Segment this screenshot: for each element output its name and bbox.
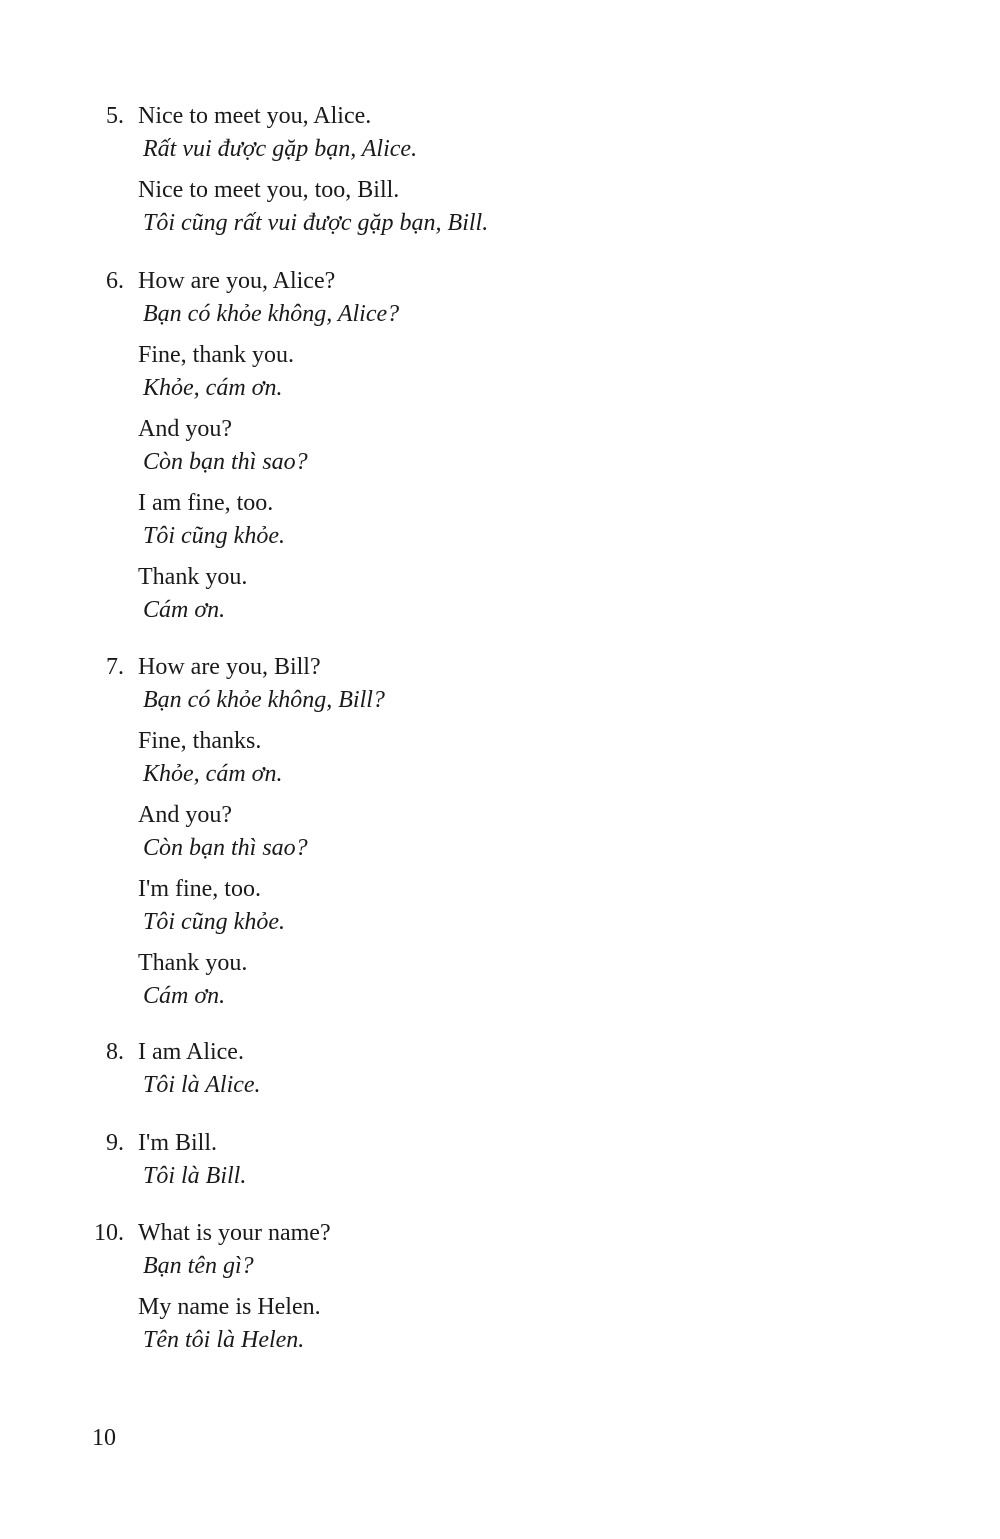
phrase-pair — [138, 725, 838, 791]
vietnamese-translation: Cám ơn. — [143, 983, 226, 1009]
vietnamese-translation: Tôi cũng khỏe. — [143, 909, 285, 935]
vietnamese-translation: Tôi là Bill. — [143, 1163, 247, 1189]
vietnamese-translation: Tên tôi là Helen. — [143, 1327, 305, 1353]
phrase-pair — [138, 100, 838, 166]
phrase-pair — [138, 651, 838, 717]
english-phrase: How are you, Alice? — [138, 268, 336, 294]
english-phrase: I'm Bill. — [138, 1130, 217, 1156]
vietnamese-translation: Bạn tên gì? — [143, 1253, 254, 1279]
vietnamese-translation: Còn bạn thì sao? — [143, 835, 308, 861]
english-phrase: Fine, thank you. — [138, 342, 294, 368]
english-phrase: Fine, thanks. — [138, 728, 262, 754]
english-phrase: And you? — [138, 802, 232, 828]
phrase-pair — [138, 1217, 838, 1283]
item-number: 7. — [106, 654, 124, 680]
phrase-pair — [138, 561, 838, 627]
item-number: 9. — [106, 1130, 124, 1156]
page-number: 10 — [92, 1425, 116, 1451]
vietnamese-translation: Tôi cũng khỏe. — [143, 523, 285, 549]
english-phrase: I'm fine, too. — [138, 876, 261, 902]
english-phrase: Thank you. — [138, 564, 248, 590]
vietnamese-translation: Khỏe, cám ơn. — [143, 375, 283, 401]
english-phrase: I am Alice. — [138, 1039, 244, 1065]
phrase-pair — [138, 413, 838, 479]
vietnamese-translation: Tôi là Alice. — [143, 1072, 261, 1098]
vietnamese-translation: Bạn có khỏe không, Bill? — [143, 687, 385, 713]
phrase-pair — [138, 339, 838, 405]
english-phrase: How are you, Bill? — [138, 654, 321, 680]
phrase-pair — [138, 1291, 838, 1357]
vietnamese-translation: Khỏe, cám ơn. — [143, 761, 283, 787]
vietnamese-translation: Tôi cũng rất vui được gặp bạn, Bill. — [143, 210, 489, 236]
english-phrase: I am fine, too. — [138, 490, 274, 516]
item-number: 8. — [106, 1039, 124, 1065]
phrase-pair — [138, 174, 838, 240]
phrase-pair — [138, 1127, 838, 1193]
vietnamese-translation: Rất vui được gặp bạn, Alice. — [143, 136, 418, 162]
vietnamese-translation: Cám ơn. — [143, 597, 226, 623]
english-phrase: What is your name? — [138, 1220, 331, 1246]
phrase-pair — [138, 265, 838, 331]
item-number: 10. — [94, 1220, 124, 1246]
phrase-pair — [138, 799, 838, 865]
vietnamese-translation: Bạn có khỏe không, Alice? — [143, 301, 400, 327]
english-phrase: Nice to meet you, Alice. — [138, 103, 372, 129]
phrase-pair — [138, 1036, 838, 1102]
phrase-pair — [138, 947, 838, 1013]
english-phrase: Thank you. — [138, 950, 248, 976]
phrase-pair — [138, 487, 838, 553]
english-phrase: My name is Helen. — [138, 1294, 321, 1320]
english-phrase: And you? — [138, 416, 232, 442]
english-phrase: Nice to meet you, too, Bill. — [138, 177, 400, 203]
item-number: 6. — [106, 268, 124, 294]
phrase-pair — [138, 873, 838, 939]
item-number: 5. — [106, 103, 124, 129]
vietnamese-translation: Còn bạn thì sao? — [143, 449, 308, 475]
